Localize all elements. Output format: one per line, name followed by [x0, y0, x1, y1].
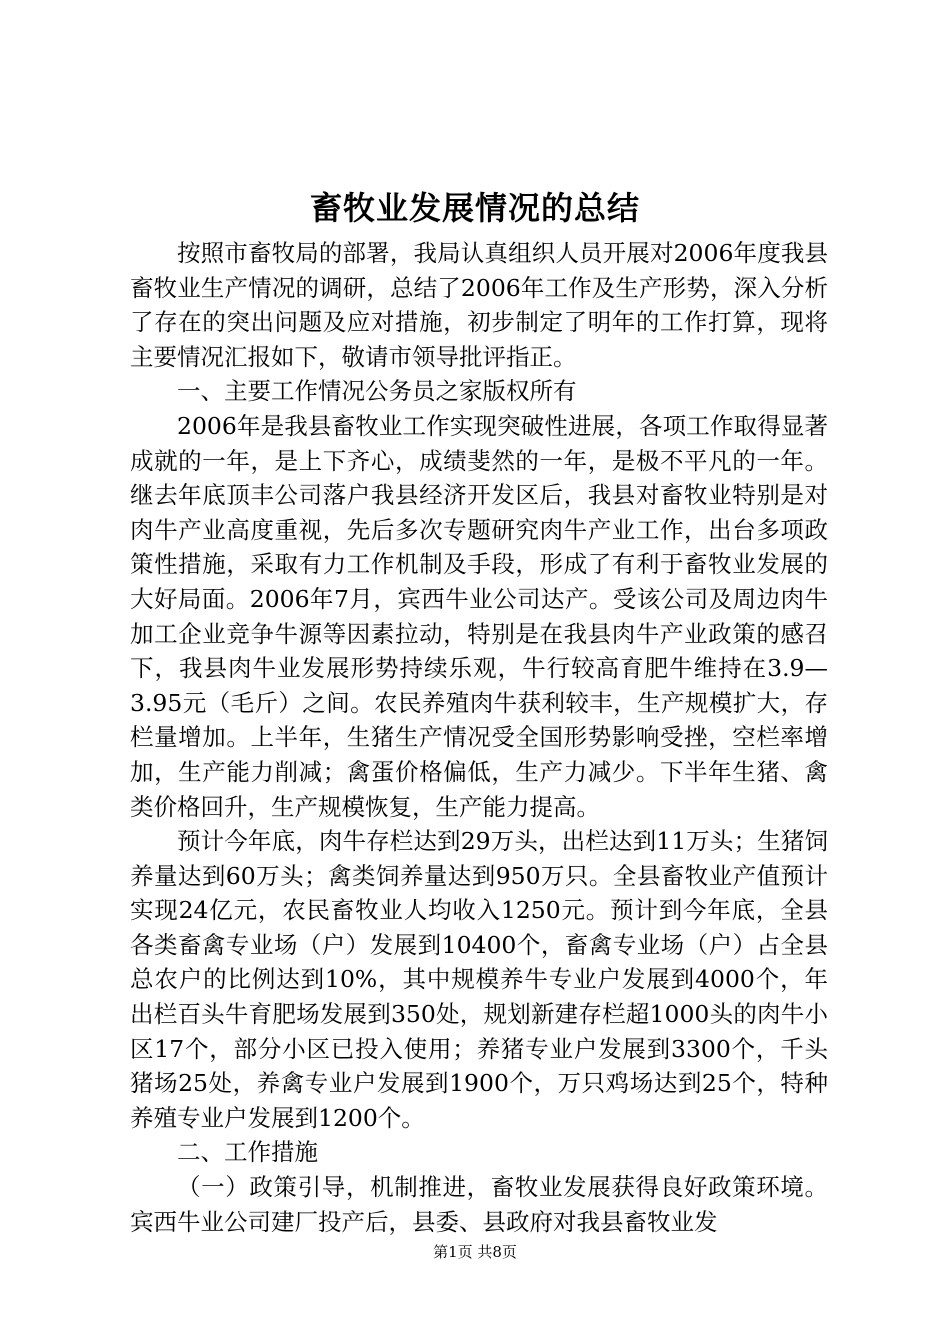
page-number-footer: 第1页 共8页 [433, 1243, 517, 1261]
paragraph-policy-guidance: （一）政策引导，机制推进，畜牧业发展获得良好政策环境。宾西牛业公司建厂投产后，县委、县政府对我县畜牧业发 [130, 1173, 828, 1236]
paragraph-year-end-forecast: 预计今年底，肉牛存栏达到29万头，出栏达到11万头；生猪饲养量达到60万头；禽类饲养量达到950万只。全县畜牧业产值预计实现24亿元，农民畜牧业人均收入1250元。预计到今年底，全县各类畜禽专业场（户）发展到10400个，畜禽专业场（户）占全县总农户的比例达到10%，其中规模养牛专业户发展到4000个，年出栏百头牛育肥场发展到350处，规划新建存栏超1000头的肉牛小区17个，部分小区已投入使用；养猪专业户发展到3300个，千头猪场25处，养禽专业户发展到1900个，万只鸡场达到25个，特种养殖专业户发展到1200个。 [130, 827, 828, 1132]
paragraph-2006-overview: 2006年是我县畜牧业工作实现突破性进展，各项工作取得显著成就的一年，是上下齐心，成绩斐然的一年，是极不平凡的一年。继去年底顶丰公司落户我县经济开发区后，我县对畜牧业特别是对肉牛产业高度重视，先后多次专题研究肉牛产业工作，出台多项政策性措施，采取有力工作机制及手段，形成了有利于畜牧业发展的大好局面。2006年7月，宾西牛业公司达产。受该公司及周边肉牛加工企业竞争牛源等因素拉动，特别是在我县肉牛产业政策的感召下，我县肉牛业发展形势持续乐观，牛行较高育肥牛维持在3.9—3.95元（毛斤）之间。农民养殖肉牛获利较丰，生产规模扩大，存栏量增加。上半年，生猪生产情况受全国形势影响受挫，空栏率增加，生产能力削减；禽蛋价格偏低，生产力减少。下半年生猪、禽类价格回升，生产规模恢复，生产能力提高。 [130, 411, 828, 821]
heading-main-work: 一、主要工作情况公务员之家版权所有 [177, 377, 577, 406]
paragraph-intro: 按照市畜牧局的部署，我局认真组织人员开展对2006年度我县畜牧业生产情况的调研，总结了2006年工作及生产形势，深入分析了存在的突出问题及应对措施，初步制定了明年的工作打算，现将主要情况汇报如下，敬请市领导批评指正。 [130, 239, 828, 371]
heading-work-measures: 二、工作措施 [177, 1138, 318, 1167]
document-body [130, 236, 828, 1239]
document-title: 畜牧业发展情况的总结 [309, 189, 640, 227]
